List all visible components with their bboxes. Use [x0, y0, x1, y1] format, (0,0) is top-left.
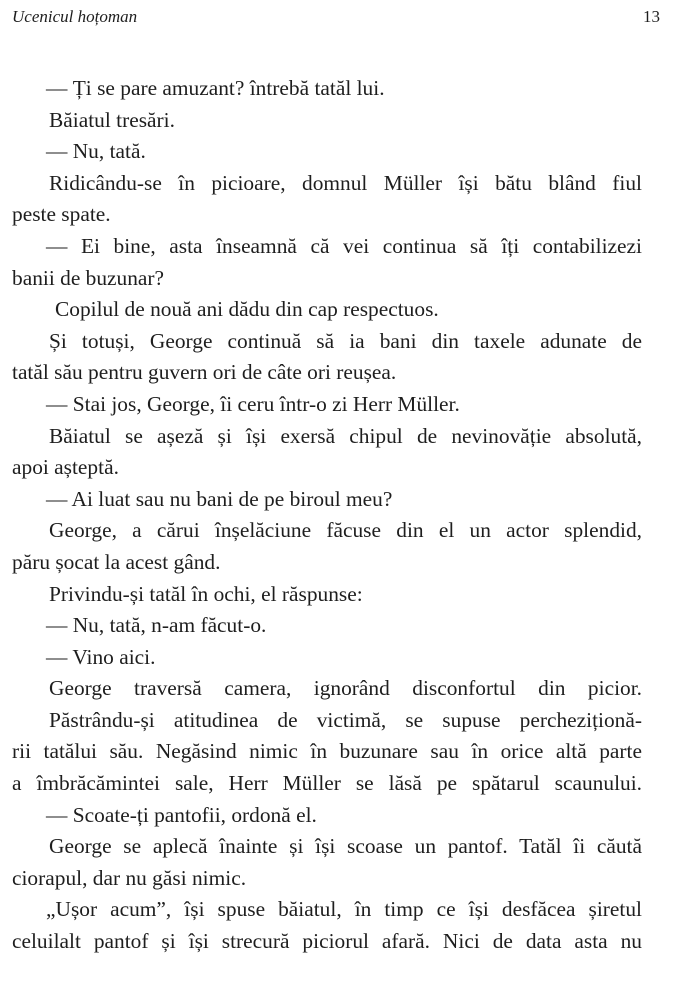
text-line: banii de buzunar?: [12, 265, 165, 290]
text-line: — Nu, tată, n-am făcut-o.: [46, 613, 267, 638]
text-line: — Ți se pare amuzant? întrebă tatăl lui.: [46, 76, 385, 100]
running-header: [12, 7, 660, 31]
text-line: — Scoate-ți pantofii, ordonă el.: [46, 802, 317, 827]
text-line: Ridicându-se în picioare, domnul Müller își bătu blând fiul: [49, 170, 642, 195]
text-line: George, a cărui înșelăciune făcuse din el un actor splendid,: [49, 518, 642, 543]
body-text: [12, 73, 642, 958]
text-line: — Stai jos, George, îi ceru într-o zi Herr Müller.: [46, 391, 460, 416]
text-line: peste spate.: [12, 202, 111, 227]
text-line: Băiatul se așeză și își exersă chipul de nevinovăție absolută,: [49, 423, 642, 448]
text-line: ciorapul, dar nu găsi nimic.: [12, 865, 247, 890]
text-line: „Ușor acum”, își spuse băiatul, în timp ce își desfăcea șiretul: [46, 897, 642, 922]
text-line: — Vino aici.: [46, 644, 156, 669]
text-line: Păstrându-și atitudinea de victimă, se supuse percheziționă-: [49, 707, 642, 732]
text-line: — Ei bine, asta înseamnă că vei continua să îți contabilizezi: [46, 233, 642, 258]
text-line: apoi așteptă.: [12, 455, 119, 480]
text-line: — Ai luat sau nu bani de pe biroul meu?: [46, 486, 393, 511]
page-number: 13: [643, 7, 660, 26]
text-line: rii tatălui său. Negăsind nimic în buzunare sau în orice altă parte: [12, 739, 642, 764]
text-line: Băiatul tresări.: [49, 107, 175, 132]
text-line: George traversă camera, ignorând disconfortul din picior.: [49, 676, 642, 701]
text-line: celuilalt pantof și își strecură piciorul afară. Nici de data asta nu: [12, 929, 642, 954]
text-line: Și totuși, George continuă să ia bani din taxele adunate de: [49, 328, 642, 353]
text-line: George se aplecă înainte și își scoase un pantof. Tatăl îi căută: [49, 834, 642, 859]
text-line: a îmbrăcămintei sale, Herr Müller se lăsă pe spătarul scaunului.: [12, 771, 642, 796]
text-line: păru șocat la acest gând.: [12, 549, 221, 574]
text-line: — Nu, tată.: [46, 139, 146, 164]
text-line: tatăl său pentru guvern ori de câte ori reușea.: [12, 360, 397, 385]
text-line: Privindu-și tatăl în ochi, el răspunse:: [49, 581, 363, 606]
running-title: Ucenicul hoțoman: [12, 7, 138, 26]
text-line: Copilul de nouă ani dădu din cap respectuos.: [55, 297, 439, 322]
